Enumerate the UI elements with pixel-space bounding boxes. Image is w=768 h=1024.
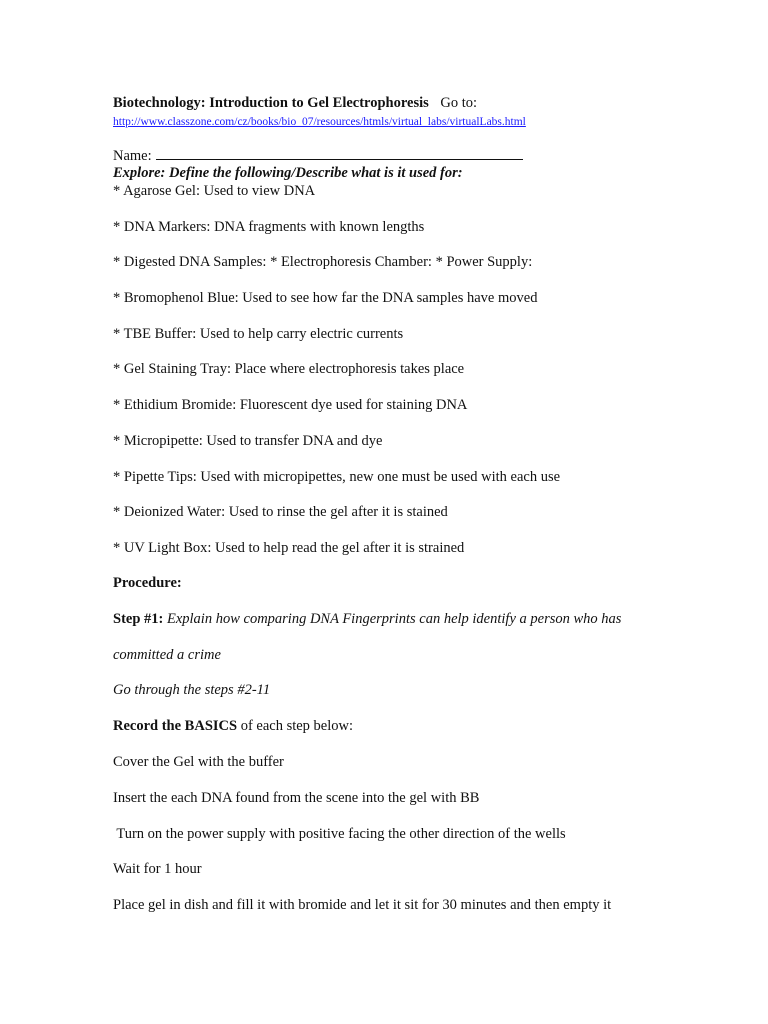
term-item: * Bromophenol Blue: Used to see how far the DNA samples have moved [113, 290, 538, 306]
goto-label: Go to: [440, 95, 478, 111]
step-entry: Turn on the power supply with positive facing the other direction of the wells [113, 826, 566, 842]
step1-text-continued: committed a crime [113, 647, 221, 663]
record-line [113, 717, 353, 735]
step1-label: Step #1: [113, 611, 164, 627]
term-item: * Digested DNA Samples: * Electrophoresis Chamber: * Power Supply: [113, 254, 533, 270]
step-entry: Insert the each DNA found from the scene into the gel with BB [113, 790, 480, 806]
term-item: * Gel Staining Tray: Place where electrophoresis takes place [113, 361, 465, 377]
goto-steps-line [113, 681, 270, 699]
goto-steps-text: Go through the steps #2-11 [113, 682, 271, 698]
term-item: * TBE Buffer: Used to help carry electric currents [113, 326, 404, 342]
term-item: * Micropipette: Used to transfer DNA and dye [113, 433, 383, 449]
term-item: * Deionized Water: Used to rinse the gel after it is stained [113, 504, 448, 520]
lab-url-link[interactable]: http://www.classzone.com/cz/books/bio_07/resources/htmls/virtual_labs/virtualLabs.html [113, 116, 526, 128]
record-bold: Record the BASICS [113, 718, 238, 734]
name-label: Name: [113, 148, 152, 164]
step-entry: Place gel in dish and fill it with bromide and let it sit for 30 minutes and then empty it [113, 897, 612, 913]
header-line [113, 94, 477, 112]
term-item: * DNA Markers: DNA fragments with known lengths [113, 219, 425, 235]
name-blank[interactable] [156, 146, 523, 160]
explore-heading: Explore: Define the following/Describe what is it used for: [113, 165, 463, 181]
name-line [113, 146, 523, 165]
term-item: * Pipette Tips: Used with micropipettes, new one must be used with each use [113, 469, 561, 485]
step-entry: Wait for 1 hour [113, 861, 202, 877]
step1-line [113, 610, 621, 628]
url-line [113, 112, 526, 131]
step1-text: Explain how comparing DNA Fingerprints can help identify a person who has [166, 611, 622, 627]
term-item: * Ethidium Bromide: Fluorescent dye used for staining DNA [113, 397, 468, 413]
procedure-heading-line [113, 574, 182, 592]
record-rest: of each step below: [240, 718, 354, 734]
step1-continued [113, 646, 221, 664]
term-item: * Agarose Gel: Used to view DNA [113, 183, 316, 199]
explore-heading-line [113, 164, 463, 182]
worksheet-title: Biotechnology: Introduction to Gel Electrophoresis [113, 95, 429, 111]
procedure-heading: Procedure: [113, 575, 182, 591]
term-item: * UV Light Box: Used to help read the gel after it is strained [113, 540, 465, 556]
step-entry: Cover the Gel with the buffer [113, 754, 284, 770]
